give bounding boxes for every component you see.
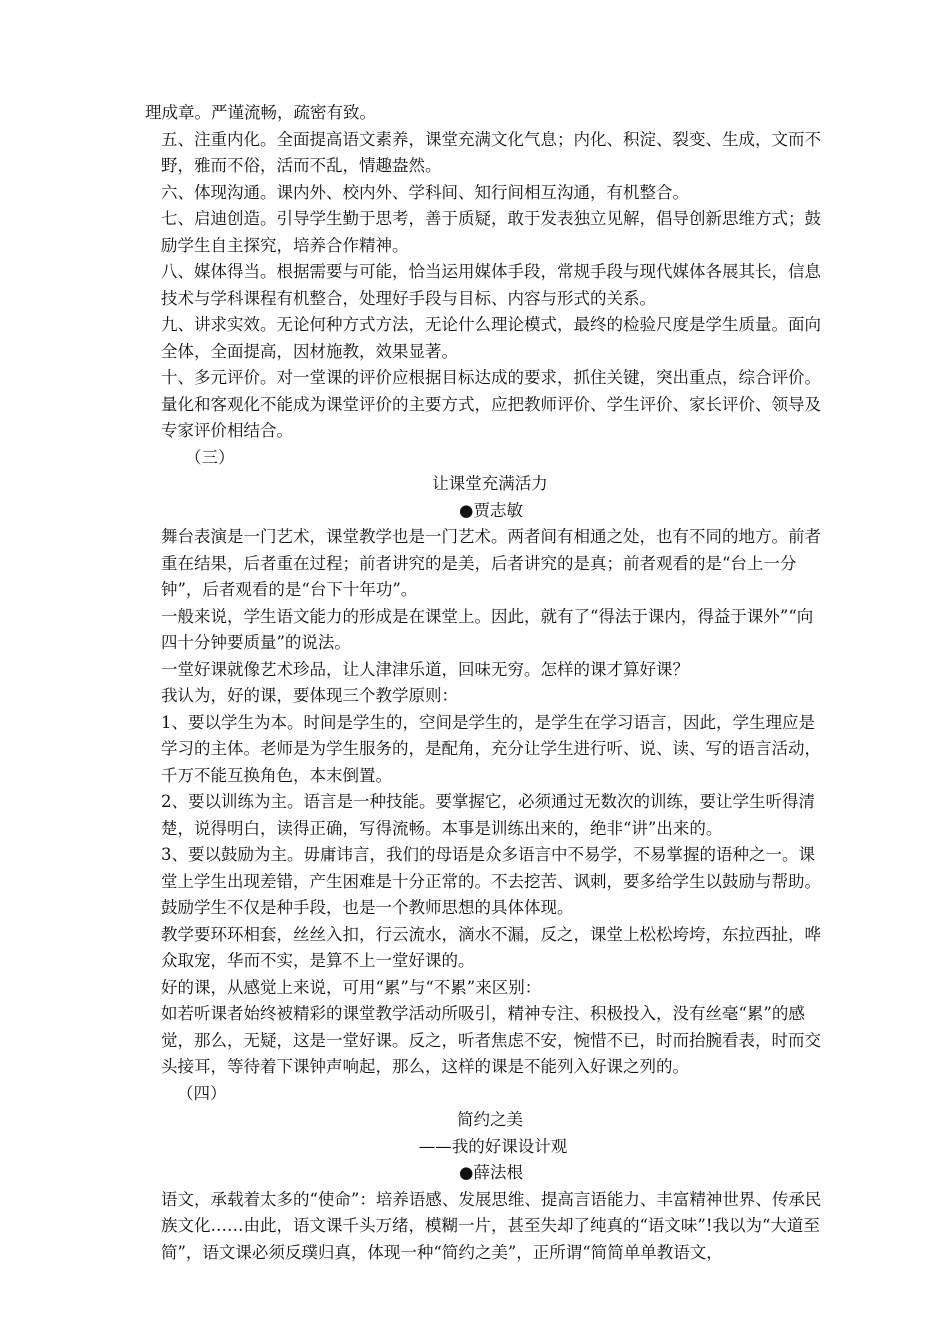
paragraph: 我认为，好的课，要体现三个教学原则： xyxy=(161,686,458,705)
paragraph: 教学要环环相套，丝丝入扣，行云流水，滴水不漏，反之，课堂上松松垮垮，东拉西扯，哗众取宠，华而不实，是算不上一堂好课的。 xyxy=(161,924,821,970)
section-subtitle: ——我的好课设计观 xyxy=(418,1136,568,1156)
paragraph: 舞台表演是一门艺术，课堂教学也是一门艺术。两者间有相通之处，也有不同的地方。前者重在结果，后者重在过程；前者讲究的是美，后者讲究的是真；前者观看的是“台上一分钟”，后者观看的是“台下十年功”。 xyxy=(161,527,821,599)
section-title: 让课堂充满活力 xyxy=(432,474,548,493)
paragraph: 十、多元评价。对一堂课的评价应根据目标达成的要求，抓住关键，突出重点，综合评价。量化和客观化不能成为课堂评价的主要方式，应把教师评价、学生评价、家长评价、领导及专家评价相结合。 xyxy=(161,368,821,440)
section-author: ●薛法根 xyxy=(459,1163,523,1182)
paragraph: 1、要以学生为本。时间是学生的，空间是学生的，是学生在学习语言，因此，学生理应是学习的主体。老师是为学生服务的，是配角，充分让学生进行听、说、读、写的语言活动，千万不能互换角色，本末倒置。 xyxy=(161,712,821,785)
section-label: （四） xyxy=(177,1083,227,1103)
paragraph: 一堂好课就像艺术珍品，让人津津乐道，回味无穷。怎样的课才算好课？ xyxy=(161,659,689,679)
paragraph: 八、媒体得当。根据需要与可能，恰当运用媒体手段，常规手段与现代媒体各展其长，信息技术与学科课程有机整合，处理好手段与目标、内容与形式的关系。 xyxy=(161,262,821,308)
paragraph: 九、讲求实效。无论何种方式方法，无论什么理论模式，最终的检验尺度是学生质量。面向全体，全面提高，因材施教，效果显著。 xyxy=(161,315,821,361)
paragraph: 2、要以训练为主。语言是一种技能。要掌握它，必须通过无数次的训练，要让学生听得清楚，说得明白，读得正确，写得流畅。本事是训练出来的，绝非“讲”出来的。 xyxy=(161,792,815,838)
section-label: （三） xyxy=(185,447,235,467)
paragraph: 五、注重内化。全面提高语文素养，课堂充满文化气息；内化、积淀、裂变、生成，文而不野，雅而不俗，活而不乱，情趣盎然。 xyxy=(161,129,821,175)
section-author: ●贾志敏 xyxy=(459,500,523,520)
document-page xyxy=(145,100,825,1266)
paragraph: 理成章。严谨流畅，疏密有致。 xyxy=(145,103,376,122)
paragraph: 3、要以鼓励为主。毋庸讳言，我们的母语是众多语言中不易学，不易掌握的语种之一。课堂上学生出现差错，产生困难是十分正常的。不去挖苦、讽刺，要多给学生以鼓励与帮助。鼓励学生不仅是种手段，也是一个教师思想的具体体现。 xyxy=(161,845,821,917)
paragraph: 七、启迪创造。引导学生勤于思考，善于质疑，敢于发表独立见解，倡导创新思维方式；鼓励学生自主探究，培养合作精神。 xyxy=(161,209,821,255)
paragraph: 一般来说，学生语文能力的形成是在课堂上。因此，就有了“得法于课内，得益于课外”“向四十分钟要质量”的说法。 xyxy=(161,606,814,652)
paragraph: 如若听课者始终被精彩的课堂教学活动所吸引，精神专注、积极投入，没有丝毫“累”的感觉，那么，无疑，这是一堂好课。反之，听者焦虑不安，惋惜不已，时而抬腕看表，时而交头接耳，等待着下课钟声响起，那么，这样的课是不能列入好课之列的。 xyxy=(161,1004,821,1076)
paragraph: 六、体现沟通。课内外、校内外、学科间、知行间相互沟通，有机整合。 xyxy=(161,182,689,202)
section-title: 简约之美 xyxy=(457,1110,523,1129)
paragraph: 好的课，从感觉上来说，可用“累”与“不累”来区别： xyxy=(161,977,542,997)
paragraph: 语文，承载着太多的“使命”：培养语感、发展思维、提高言语能力、丰富精神世界、传承民族文化……由此，语文课千头万绪，模糊一片，甚至失却了纯真的“语文味”!我以为“大道至简”，语文课必须反璞归真，体现一种“简约之美”，正所谓“简简单单教语文， xyxy=(161,1189,822,1262)
